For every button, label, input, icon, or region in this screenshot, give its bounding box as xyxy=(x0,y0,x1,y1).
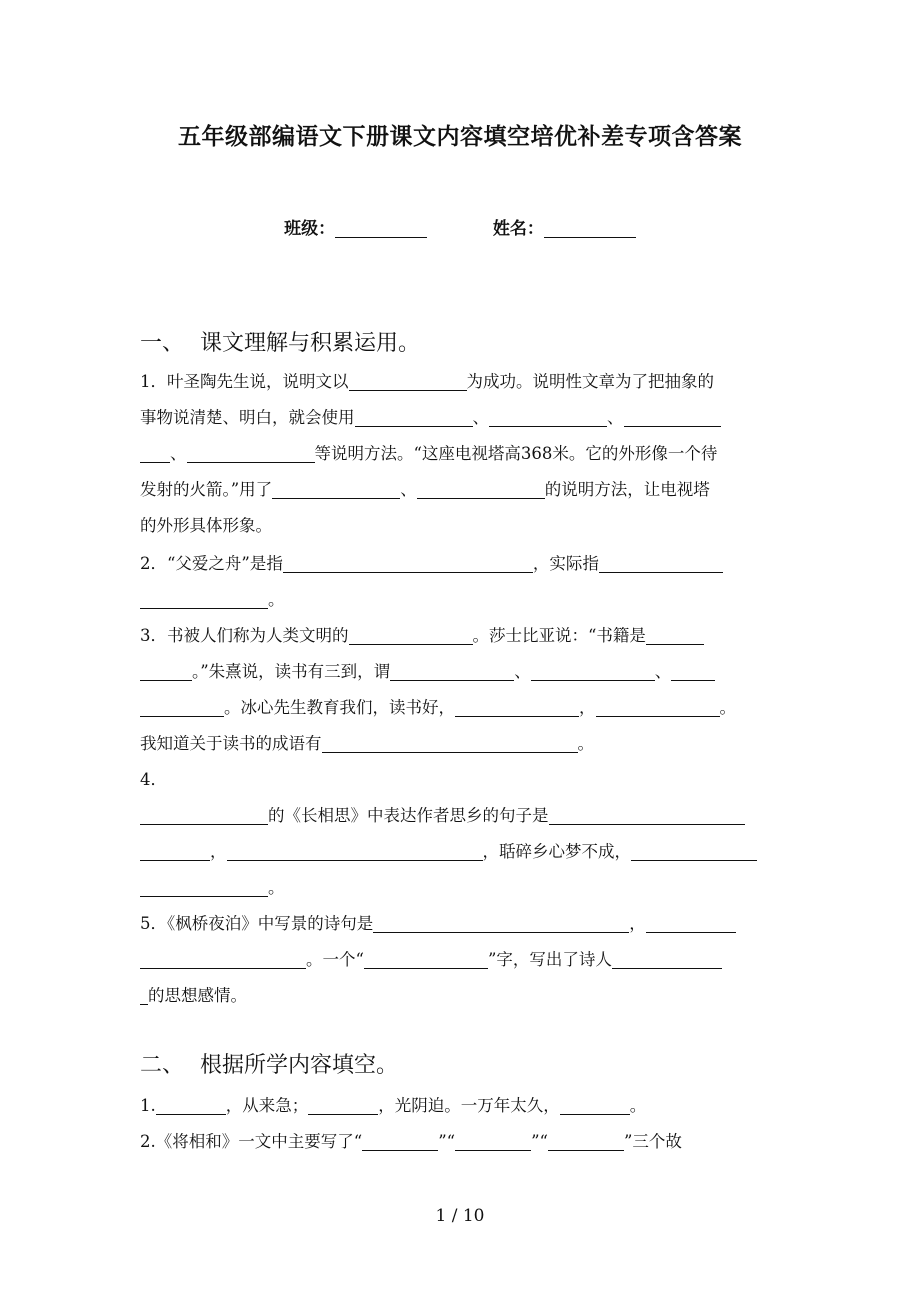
question-line xyxy=(140,546,780,582)
text: 、 xyxy=(400,480,417,499)
question-line xyxy=(140,400,780,436)
question-line xyxy=(140,1088,780,1124)
text: 的《长相思》中表达作者思乡的句子是 xyxy=(268,806,549,825)
text: ， xyxy=(579,698,596,717)
answer-blank[interactable] xyxy=(596,700,720,717)
answer-blank[interactable] xyxy=(489,410,607,427)
answer-blank[interactable] xyxy=(283,556,533,573)
answer-blank[interactable] xyxy=(531,664,655,681)
question-line xyxy=(140,978,780,1014)
answer-blank[interactable] xyxy=(549,808,745,825)
answer-blank[interactable] xyxy=(417,482,545,499)
text: ，聒碎乡心梦不成， xyxy=(482,842,631,861)
question-line xyxy=(140,1124,780,1160)
section-1-heading xyxy=(140,326,420,357)
answer-blank[interactable] xyxy=(599,556,723,573)
class-label: 班级： xyxy=(284,219,336,239)
text: 发射的火箭。”用了 xyxy=(140,480,273,499)
text: 的思想感情。 xyxy=(148,986,247,1005)
text: ”“ xyxy=(531,1132,548,1151)
answer-blank[interactable] xyxy=(560,1098,630,1115)
question-line xyxy=(140,508,780,544)
answer-blank[interactable] xyxy=(140,592,268,609)
text: ，从来急； xyxy=(225,1096,309,1115)
text: 1．叶圣陶先生说，说明文以 xyxy=(140,372,349,391)
page-number: 1 / 10 xyxy=(435,1206,485,1226)
text: 、 xyxy=(654,662,672,681)
answer-blank[interactable] xyxy=(671,664,715,681)
question-line xyxy=(140,582,780,618)
question-line xyxy=(140,436,780,472)
answer-blank[interactable] xyxy=(349,628,473,645)
question-line xyxy=(140,690,780,726)
text: 4． xyxy=(140,770,167,789)
question-line xyxy=(140,762,780,798)
question-1-3 xyxy=(140,618,780,762)
text: ”“ xyxy=(438,1132,456,1151)
class-field[interactable] xyxy=(335,219,427,238)
question-2-1 xyxy=(140,1088,780,1160)
text: ，实际指 xyxy=(532,554,599,573)
answer-blank[interactable] xyxy=(646,628,704,645)
text: 事物说清楚、明白，就会使用 xyxy=(140,408,355,427)
text: 3．书被人们称为人类文明的 xyxy=(140,626,349,645)
text: ， xyxy=(210,842,227,861)
answer-blank[interactable] xyxy=(140,446,170,463)
text: 的说明方法，让电视塔 xyxy=(544,480,710,499)
section-2-number: 二、 xyxy=(140,1053,185,1078)
text: ”字，写出了诗人 xyxy=(487,950,612,969)
question-1-1 xyxy=(140,364,780,544)
answer-blank[interactable] xyxy=(140,700,224,717)
answer-blank[interactable] xyxy=(140,664,192,681)
answer-blank[interactable] xyxy=(355,410,473,427)
question-line xyxy=(140,942,780,978)
text: 。莎士比亚说：“书籍是 xyxy=(472,626,646,645)
text: 的外形具体形象。 xyxy=(140,516,272,535)
question-1-2 xyxy=(140,546,780,618)
answer-blank[interactable] xyxy=(187,446,315,463)
text: 。 xyxy=(629,1096,647,1115)
text: 2．“父爱之舟”是指 xyxy=(140,554,283,573)
section-2-title: 根据所学内容填空。 xyxy=(200,1053,399,1078)
answer-blank[interactable] xyxy=(140,988,148,1005)
document-title: 五年级部编语文下册课文内容填空培优补差专项含答案 xyxy=(178,123,742,150)
text: 、 xyxy=(514,662,531,681)
question-line xyxy=(140,654,780,690)
section-1-number: 一、 xyxy=(140,331,185,356)
question-1-5 xyxy=(140,906,780,1014)
question-line xyxy=(140,472,780,508)
answer-blank[interactable] xyxy=(272,482,400,499)
text: 等说明方法。“这座电视塔高368米。它的外形像一个待 xyxy=(314,444,718,463)
text: 、 xyxy=(472,408,489,427)
answer-blank[interactable] xyxy=(390,664,514,681)
question-line xyxy=(140,834,780,870)
answer-blank[interactable] xyxy=(140,880,268,897)
text: ， xyxy=(629,914,646,933)
text: 。 xyxy=(268,878,285,897)
text: 。 xyxy=(719,698,736,717)
question-line xyxy=(140,618,780,654)
answer-blank[interactable] xyxy=(140,952,306,969)
answer-blank[interactable] xyxy=(548,1134,624,1151)
name-field[interactable] xyxy=(544,219,636,238)
answer-blank[interactable] xyxy=(140,808,268,825)
text: 。”朱熹说，读书有三到，谓 xyxy=(192,662,391,681)
question-line xyxy=(140,726,780,762)
text: 。冰心先生教育我们，读书好， xyxy=(224,698,455,717)
answer-blank[interactable] xyxy=(612,952,722,969)
text: 。 xyxy=(268,590,285,609)
text: ”三个故 xyxy=(623,1132,682,1151)
section-2-heading xyxy=(140,1048,398,1079)
question-line xyxy=(140,364,780,400)
text: 5．《枫桥夜泊》中写景的诗句是 xyxy=(140,914,374,933)
question-line xyxy=(140,798,780,834)
question-line xyxy=(140,870,780,906)
answer-blank[interactable] xyxy=(308,1098,378,1115)
answer-blank[interactable] xyxy=(362,1134,438,1151)
text: 、 xyxy=(170,444,187,463)
text: 。一个“ xyxy=(306,950,364,969)
section-1-title: 课文理解与积累运用。 xyxy=(200,331,421,356)
text: 。 xyxy=(577,734,594,753)
answer-blank[interactable] xyxy=(624,410,721,427)
answer-blank[interactable] xyxy=(349,374,467,391)
answer-blank[interactable] xyxy=(156,1098,226,1115)
student-info xyxy=(0,214,920,239)
question-line xyxy=(140,906,780,942)
answer-blank[interactable] xyxy=(631,844,757,861)
text: 为成功。说明性文章为了把抽象的 xyxy=(466,372,714,391)
text: 1. xyxy=(140,1096,156,1115)
answer-blank[interactable] xyxy=(140,844,210,861)
answer-blank[interactable] xyxy=(646,916,736,933)
text: 我知道关于读书的成语有 xyxy=(140,734,322,753)
text: ，光阴迫。一万年太久， xyxy=(378,1096,560,1115)
name-label: 姓名： xyxy=(492,219,544,239)
answer-blank[interactable] xyxy=(455,700,579,717)
answer-blank[interactable] xyxy=(227,844,483,861)
text: 、 xyxy=(607,408,624,427)
answer-blank[interactable] xyxy=(322,736,578,753)
question-1-4 xyxy=(140,762,780,906)
answer-blank[interactable] xyxy=(373,916,629,933)
answer-blank[interactable] xyxy=(364,952,488,969)
answer-blank[interactable] xyxy=(455,1134,531,1151)
text: 2.《将相和》一文中主要写了“ xyxy=(140,1132,363,1151)
